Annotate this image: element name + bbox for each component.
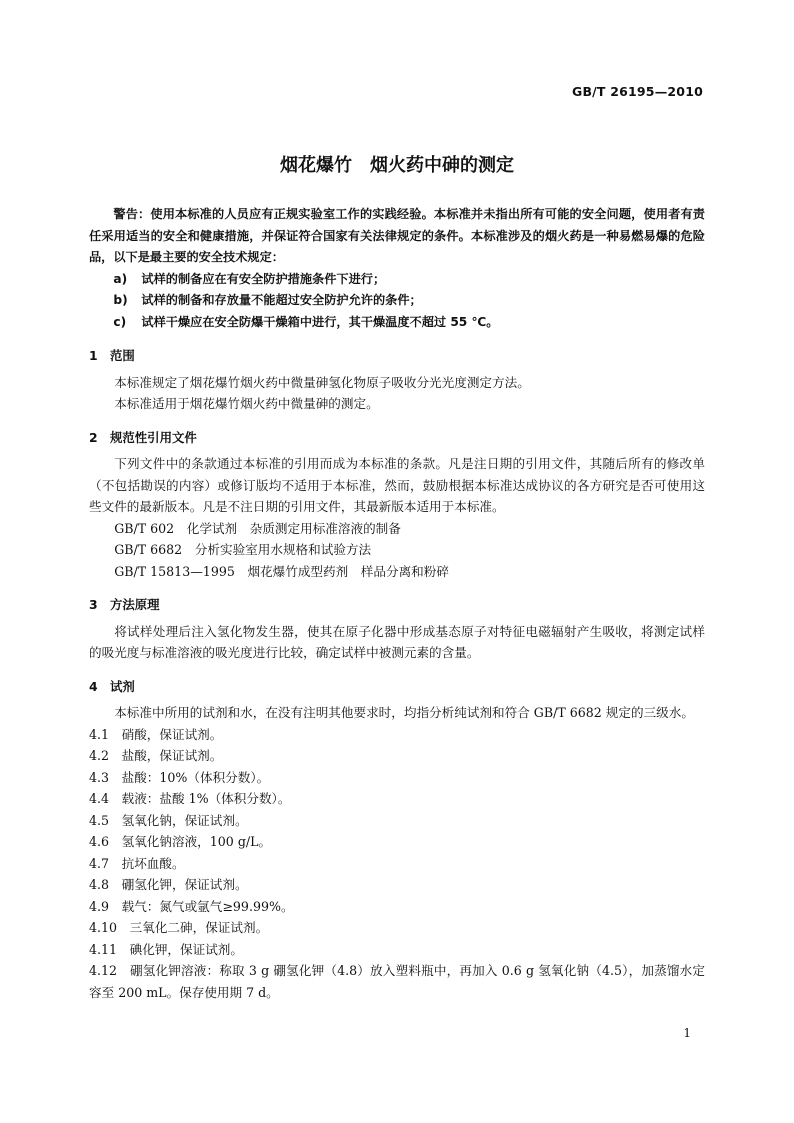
- section-paragraph: 本标准适用于烟花爆竹烟火药中微量砷的测定。: [114, 396, 379, 411]
- reagent-item: 4.7 抗坏血酸。: [89, 855, 185, 871]
- section-heading-principle: 3 方法原理: [89, 597, 160, 612]
- warning-item-text: 试样干燥应在安全防爆干燥箱中进行，其干燥温度不超过 55 ℃。: [141, 314, 499, 329]
- warning-item-label: b): [113, 293, 128, 307]
- reference-item: GB/T 602 化学试剂 杂质测定用标准溶液的制备: [114, 520, 401, 536]
- reagent-item: 4.5 氢氧化钠，保证试剂。: [89, 812, 248, 828]
- reference-item: GB/T 15813—1995 烟花爆竹成型药剂 样品分离和粉碎: [114, 563, 449, 579]
- reagent-item: 4.1 硝酸，保证试剂。: [89, 726, 223, 742]
- standard-code: GB/T 26195—2010: [571, 84, 703, 99]
- reagent-item: 4.10 三氧化二砷，保证试剂。: [89, 920, 269, 935]
- reagent-item: 4.3 盐酸：10%（体积分数）。: [89, 769, 270, 785]
- section-heading-normative-references: 2 规范性引用文件: [89, 429, 197, 445]
- reference-item: GB/T 6682 分析实验室用水规格和试验方法: [114, 542, 372, 557]
- warning-item: [89, 312, 705, 334]
- reagent-item: 4.8 硼氢化钾，保证试剂。: [89, 877, 248, 892]
- section-heading-reagents: 4 试剂: [89, 678, 135, 694]
- safety-warning: [89, 204, 705, 333]
- warning-item-text: 试样的制备应在有安全防护措施条件下进行；: [141, 271, 386, 286]
- reagent-item: 4.11 碘化钾，保证试剂。: [89, 941, 243, 957]
- section-paragraph: 下列文件中的条款通过本标准的引用而成为本标准的条款。凡是注日期的引用文件，其随后所有的修改单（不包括勘误的内容）或修订版均不适用于本标准，然而，鼓励根据本标准达成协议的各方研究是否可使用这些文件的最新版本。凡是不注日期的引用文件，其最新版本适用于本标准。: [89, 456, 705, 514]
- warning-item-label: a): [113, 271, 128, 286]
- warning-item-label: c): [113, 314, 127, 329]
- reagent-item: 4.4 载液：盐酸 1%（体积分数）。: [89, 791, 291, 806]
- section-paragraph: 本标准规定了烟花爆竹烟火药中微量砷氢化物原子吸收分光光度测定方法。: [114, 374, 530, 390]
- document-body: [89, 204, 705, 1003]
- section-paragraph: 将试样处理后注入氢化物发生器，使其在原子化器中形成基态原子对特征电磁辐射产生吸收，将测定试样的吸光度与标准溶液的吸光度进行比较，确定试样中被测元素的含量。: [89, 623, 705, 660]
- warning-item: [89, 290, 705, 312]
- section-paragraph: 本标准中所用的试剂和水，在没有注明其他要求时，均指分析纯试剂和符合 GB/T 6682 规定的三级水。: [114, 705, 694, 720]
- document-title: 烟花爆竹 烟火药中砷的测定: [280, 155, 514, 176]
- warning-item-text: 试样的制备和存放量不能超过安全防护允许的条件；: [141, 293, 422, 307]
- reagent-item: 4.6 氢氧化钠溶液，100 g/L。: [89, 834, 272, 849]
- warning-item: [89, 269, 705, 291]
- reagent-item: 4.9 载气：氮气或氩气≥99.99%。: [89, 898, 294, 914]
- reagent-item: 4.2 盐酸，保证试剂。: [89, 748, 223, 763]
- reagent-item: 4.12 硼氢化钾溶液：称取 3 g 硼氢化钾（4.8）放入塑料瓶中，再加入 0.6 g 氢氧化钠（4.5），加蒸馏水定容至 200 mL。保存使用期 7 d。: [89, 963, 705, 1000]
- section-heading-scope: 1 范围: [89, 348, 135, 363]
- warning-text: 警告：使用本标准的人员应有正规实验室工作的实践经验。本标准并未指出所有可能的安全问题，使用者有责任采用适当的安全和健康措施，并保证符合国家有关法律规定的条件。本标准涉及的烟火药是一种易燃易爆的危险品，以下是最主要的安全技术规定：: [89, 207, 705, 264]
- page-number: 1: [683, 1026, 691, 1040]
